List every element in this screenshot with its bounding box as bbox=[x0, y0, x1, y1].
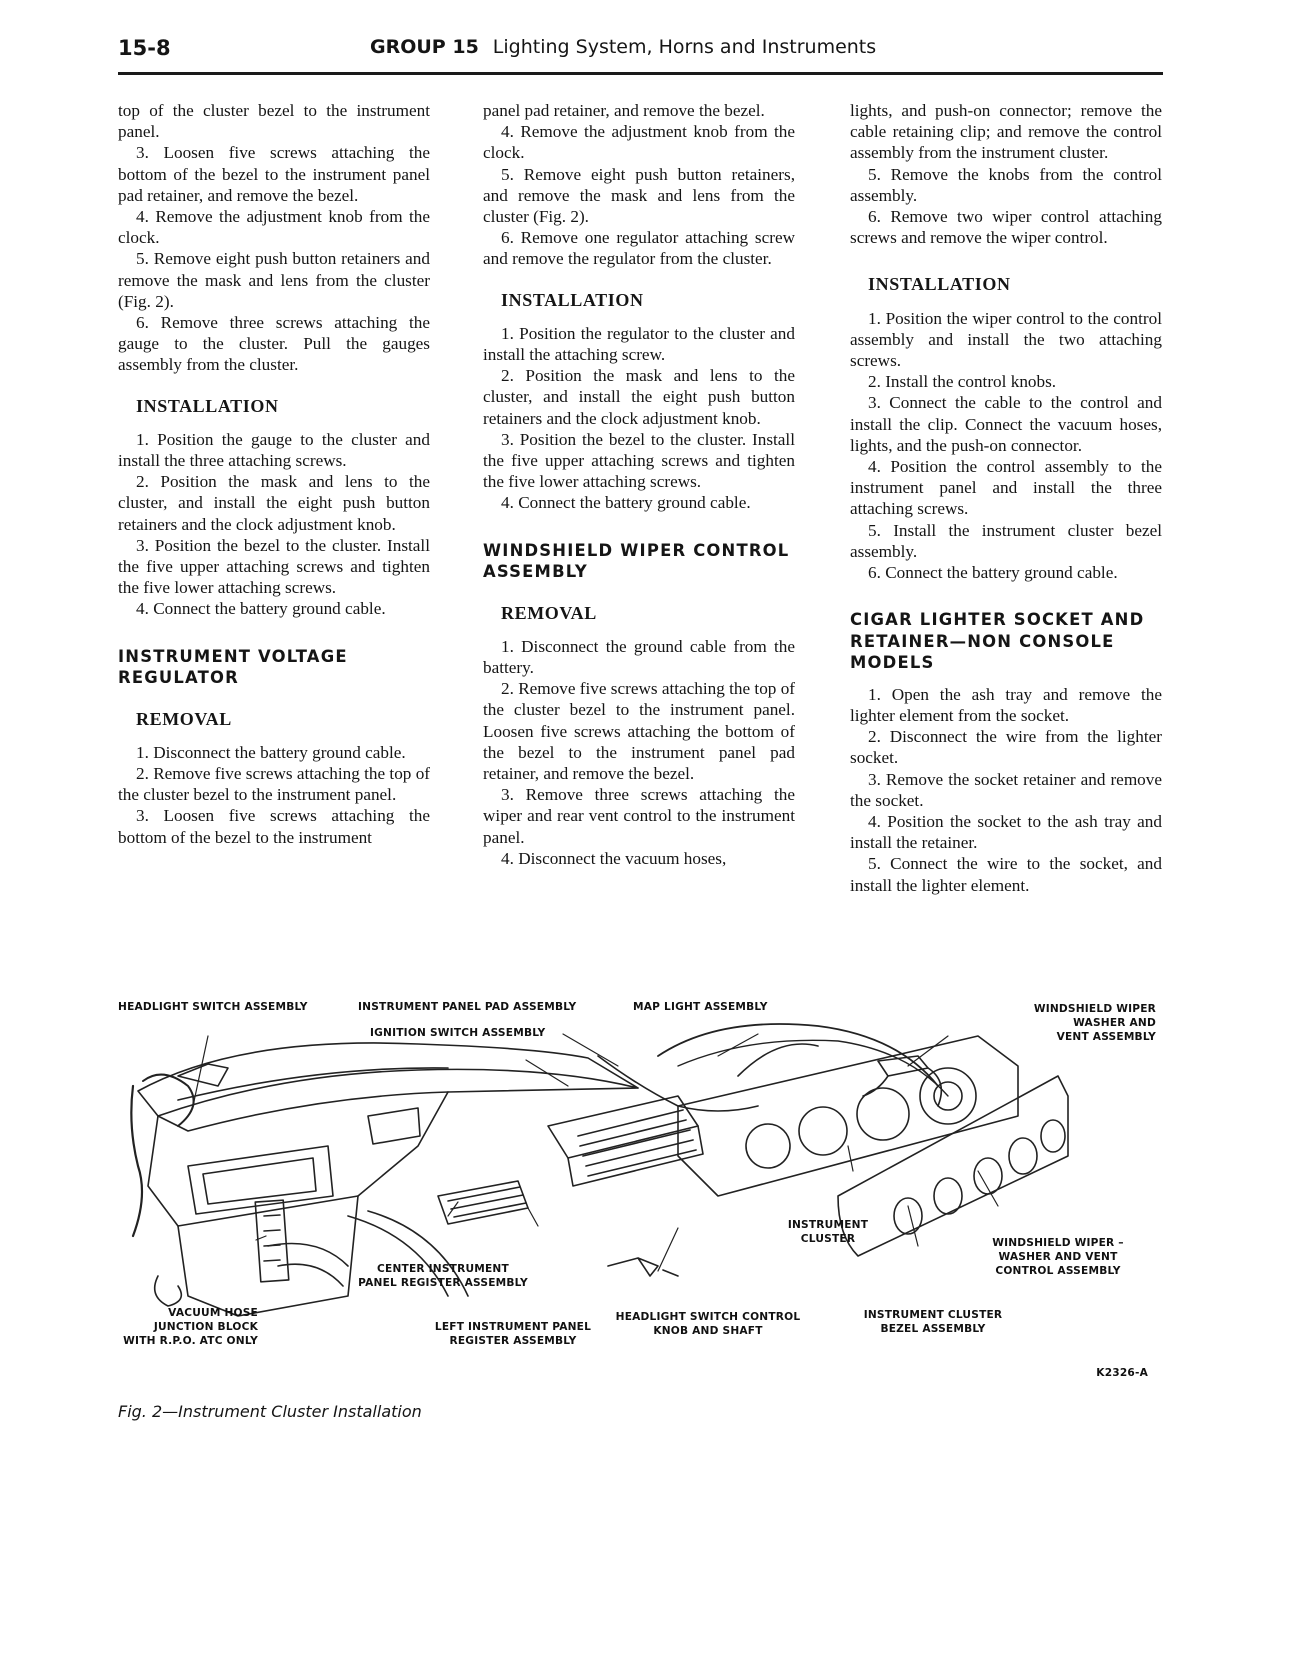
figure-code: K2326-A bbox=[1096, 1367, 1148, 1379]
removal-heading: REMOVAL bbox=[501, 602, 597, 623]
label-center-register-assembly: CENTER INSTRUMENT PANEL REGISTER ASSEMBLY bbox=[358, 1263, 528, 1289]
paragraph: 2. Remove five screws attaching the top of the cluster bezel to the instrument panel. Loosen five screws attaching the bottom of the bezel to the instrument panel pad retainer, and remove the bezel. bbox=[483, 679, 796, 784]
paragraph: 4. Disconnect the vacuum hoses, bbox=[501, 848, 727, 868]
figure-caption: Fig. 2—Instrument Cluster Installation bbox=[118, 1402, 422, 1421]
paragraph: lights, and push-on connector; remove the cable retaining clip; and remove the control assembly from the instrument cluster. bbox=[850, 101, 1162, 163]
installation-heading: INSTALLATION bbox=[136, 395, 279, 416]
section-heading: INSTRUMENT VOLTAGE REGULATOR bbox=[118, 646, 348, 688]
paragraph: 2. Disconnect the wire from the lighter socket. bbox=[850, 727, 1162, 768]
paragraph: 2. Position the mask and lens to the cluster, and install the eight push button retainers and the clock adjustment knob. bbox=[118, 472, 430, 534]
group-label: GROUP 15 bbox=[370, 36, 479, 58]
section-heading: CIGAR LIGHTER SOCKET AND RETAINER—NON CONSOLE MODELS bbox=[850, 610, 1145, 673]
paragraph: 3. Position the bezel to the cluster. Install the five upper attaching screws and tighten the five lower attaching screws. bbox=[118, 535, 430, 598]
label-vacuum-hose-junction-block: VACUUM HOSE JUNCTION BLOCK WITH R.P.O. ATC ONLY bbox=[123, 1307, 258, 1347]
paragraph: 6. Remove two wiper control attaching screws and remove the wiper control. bbox=[850, 207, 1162, 248]
paragraph: 3. Loosen five screws attaching the bottom of the bezel to the instrument bbox=[118, 806, 430, 847]
label-headlight-switch-assembly: HEADLIGHT SWITCH ASSEMBLY bbox=[118, 1001, 308, 1013]
paragraph: 6. Remove one regulator attaching screw and remove the regulator from the cluster. bbox=[483, 228, 795, 269]
group-subject: Lighting System, Horns and Instruments bbox=[492, 36, 877, 58]
paragraph: 5. Connect the wire to the socket, and install the lighter element. bbox=[850, 854, 1162, 895]
paragraph: 6. Connect the battery ground cable. bbox=[868, 563, 1118, 583]
text-column-1 bbox=[118, 100, 430, 848]
label-wiper-washer-vent-control-assembly: WINDSHIELD WIPER – WASHER AND VENT CONTROL ASSEMBLY bbox=[992, 1237, 1124, 1277]
removal-heading: REMOVAL bbox=[136, 708, 232, 729]
paragraph: 2. Remove five screws attaching the top of the cluster bezel to the instrument panel. bbox=[118, 764, 431, 805]
paragraph: 5. Remove the knobs from the control assembly. bbox=[850, 164, 1162, 205]
paragraph: 2. Install the control knobs. bbox=[868, 372, 1057, 392]
paragraph: 1. Position the regulator to the cluster and install the attaching screw. bbox=[483, 323, 795, 365]
paragraph: 1. Position the gauge to the cluster and install the three attaching screws. bbox=[118, 429, 430, 471]
label-instrument-cluster: INSTRUMENT CLUSTER bbox=[787, 1219, 869, 1245]
label-headlight-switch-knob-shaft: HEADLIGHT SWITCH CONTROL KNOB AND SHAFT bbox=[615, 1311, 801, 1337]
label-ignition-switch-assembly: IGNITION SWITCH ASSEMBLY bbox=[370, 1027, 546, 1039]
paragraph: panel pad retainer, and remove the bezel. bbox=[483, 101, 765, 120]
paragraph: 1. Open the ash tray and remove the lighter element from the socket. bbox=[850, 684, 1162, 725]
paragraph: 1. Disconnect the ground cable from the battery. bbox=[483, 636, 795, 678]
installation-heading: INSTALLATION bbox=[868, 274, 1011, 295]
instrument-cluster-illustration bbox=[118, 996, 1168, 1406]
paragraph: 4. Connect the battery ground cable. bbox=[501, 493, 751, 513]
paragraph: 1. Position the wiper control to the control assembly and install the two attaching screws. bbox=[850, 308, 1162, 371]
group-title bbox=[370, 36, 876, 58]
label-instrument-cluster-bezel-assembly: INSTRUMENT CLUSTER BEZEL ASSEMBLY bbox=[863, 1309, 1003, 1335]
paragraph: 3. Remove the socket retainer and remove the socket. bbox=[850, 769, 1162, 810]
paragraph: 3. Loosen five screws attaching the bottom of the bezel to the instrument panel pad retainer, and remove the bezel. bbox=[118, 143, 430, 205]
label-windshield-wiper-washer-vent-assembly: WINDSHIELD WIPER WASHER AND VENT ASSEMBLY bbox=[1033, 1003, 1156, 1043]
text-column-2 bbox=[483, 100, 795, 869]
paragraph: 3. Remove three screws attaching the wiper and rear vent control to the instrument panel. bbox=[483, 785, 795, 847]
paragraph: 4. Remove the adjustment knob from the clock. bbox=[483, 122, 795, 163]
text-column-3 bbox=[850, 100, 1162, 896]
paragraph: 5. Remove eight push button retainers, and remove the mask and lens from the cluster (Fig. 2). bbox=[483, 164, 795, 227]
section-heading: WINDSHIELD WIPER CONTROL ASSEMBLY bbox=[483, 540, 790, 582]
paragraph: 5. Remove eight push button retainers and remove the mask and lens from the cluster (Fig. 2). bbox=[118, 249, 430, 311]
label-left-register-assembly: LEFT INSTRUMENT PANEL REGISTER ASSEMBLY bbox=[434, 1321, 592, 1347]
label-map-light-assembly: MAP LIGHT ASSEMBLY bbox=[633, 1001, 768, 1013]
paragraph: top of the cluster bezel to the instrument panel. bbox=[118, 101, 430, 142]
page-number: 15-8 bbox=[118, 36, 171, 60]
installation-heading: INSTALLATION bbox=[501, 289, 644, 310]
paragraph: 4. Position the socket to the ash tray and install the retainer. bbox=[850, 811, 1162, 853]
header-rule bbox=[118, 72, 1163, 75]
page-header bbox=[118, 36, 1163, 66]
paragraph: 3. Position the bezel to the cluster. Install the five upper attaching screws and tighten the five lower attaching screws. bbox=[483, 429, 795, 492]
paragraph: 6. Remove three screws attaching the gauge to the cluster. Pull the gauges assembly from the cluster. bbox=[118, 313, 430, 375]
exploded-dashboard-drawing bbox=[118, 996, 1168, 1406]
paragraph: 3. Connect the cable to the control and install the clip. Connect the vacuum hoses, lights, and the push-on connector. bbox=[850, 393, 1162, 455]
paragraph: 4. Position the control assembly to the instrument panel and install the three attaching screws. bbox=[850, 457, 1162, 519]
paragraph: 2. Position the mask and lens to the cluster, and install the eight push button retainers and the clock adjustment knob. bbox=[483, 366, 795, 428]
label-instrument-panel-pad-assembly: INSTRUMENT PANEL PAD ASSEMBLY bbox=[358, 1001, 577, 1013]
paragraph: 4. Remove the adjustment knob from the clock. bbox=[118, 207, 430, 248]
paragraph: 5. Install the instrument cluster bezel assembly. bbox=[850, 520, 1162, 561]
paragraph: 1. Disconnect the battery ground cable. bbox=[136, 742, 406, 762]
paragraph: 4. Connect the battery ground cable. bbox=[136, 599, 386, 619]
